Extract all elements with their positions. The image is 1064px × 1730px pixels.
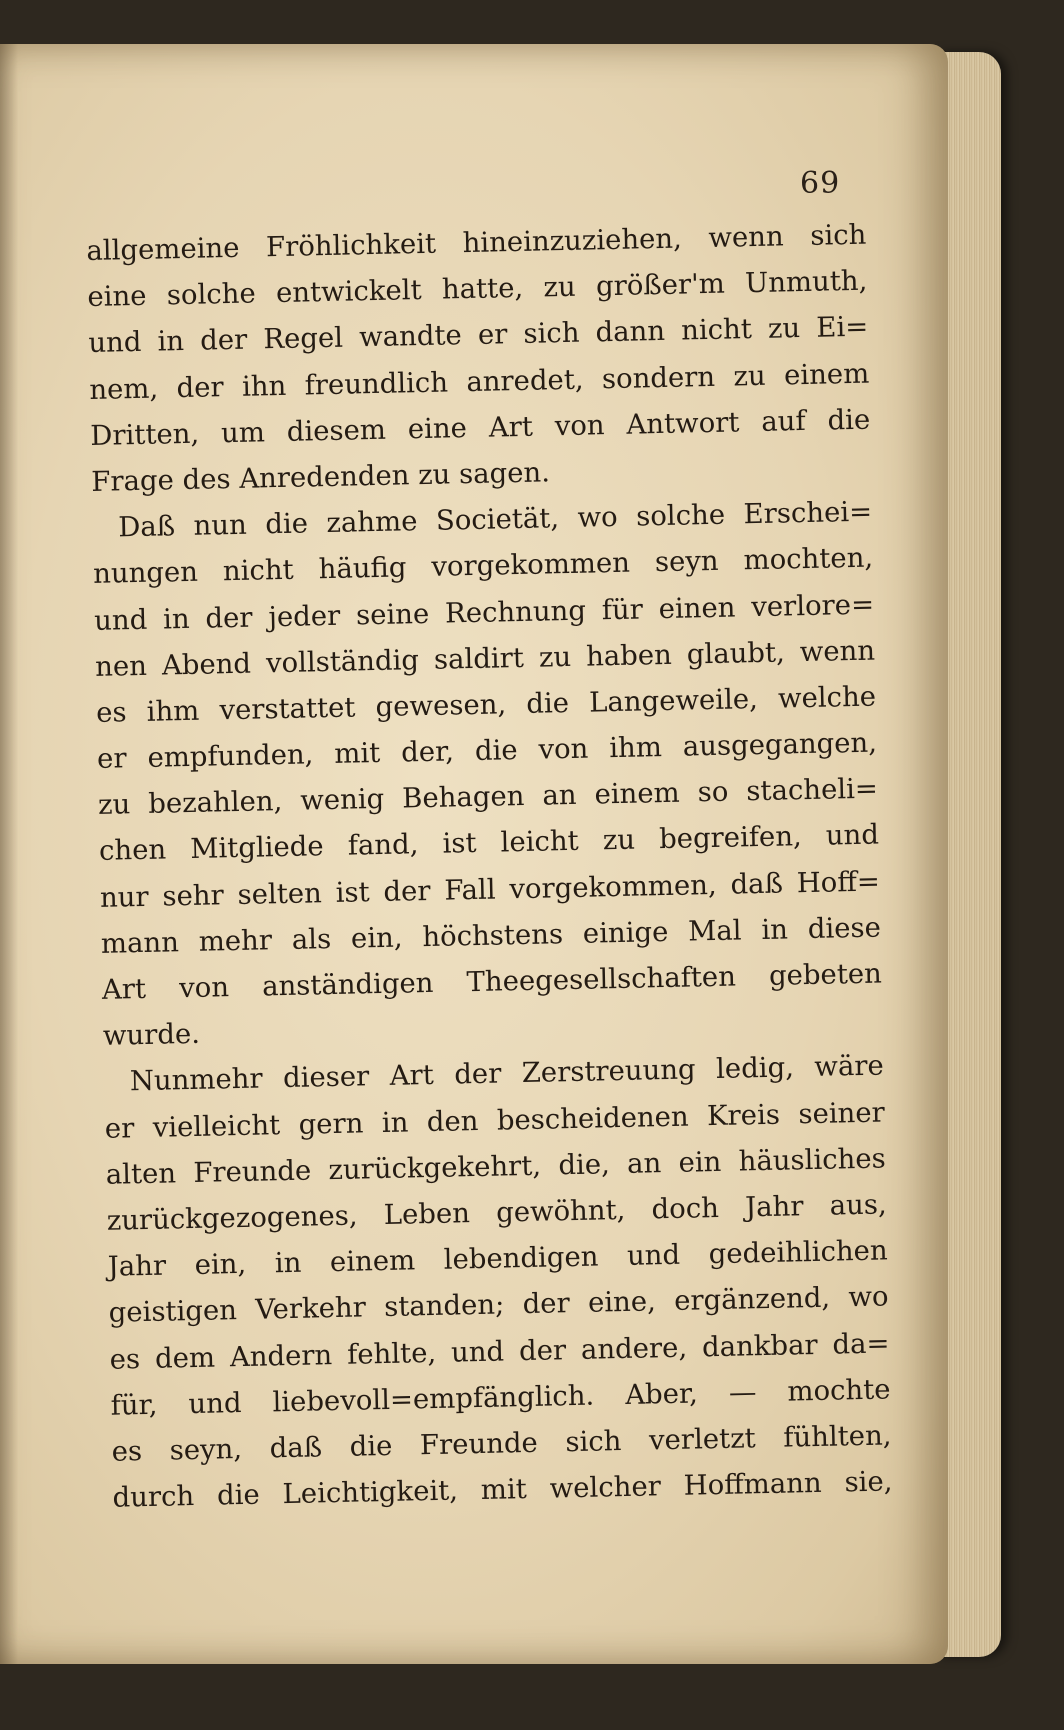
text-line: für, und liebevoll=empfänglich. Aber, — mochte xyxy=(110,1373,891,1422)
text-line: es seyn, daß die Freunde sich verletzt fühlten, xyxy=(111,1419,892,1468)
text-line: alten Freunde zurückgekehrt, die, an ein häusliches xyxy=(105,1142,886,1191)
text-line: mann mehr als ein, höchstens einige Mal in diese xyxy=(100,911,882,960)
body-text xyxy=(86,212,893,1521)
text-line: nem, der ihn freundlich anredet, sondern zu einem xyxy=(89,357,870,406)
text-line: zurückgezogenes, Leben gewöhnt, doch Jahr aus, xyxy=(106,1188,887,1237)
text-line: und in der jeder seine Rechnung für einen verlore= xyxy=(93,588,875,637)
text-line: und in der Regel wandte er sich dann nicht zu Ei= xyxy=(88,311,869,360)
text-line: nungen nicht häufig vorgekommen seyn mochten, xyxy=(92,541,874,591)
text-line: er empfunden, mit der, die von ihm ausgegangen, xyxy=(96,726,878,775)
text-line: Jahr ein, in einem lebendigen und gedeihlichen xyxy=(107,1234,888,1283)
text-line: Daß nun die zahme Societät, wo solche Erschei= xyxy=(117,495,873,544)
text-line: Frage des Anredenden zu sagen. xyxy=(90,456,551,498)
text-line: eine solche entwickelt hatte, zu größer'm Unmuth, xyxy=(87,264,868,314)
text-line: wurde. xyxy=(102,1017,201,1053)
text-line: Nunmehr dieser Art der Zerstreuung ledig, wäre xyxy=(129,1049,885,1098)
text-line: Dritten, um diesem eine Art von Antwort auf die xyxy=(90,403,871,452)
text-line: nen Abend vollständig saldirt zu haben glaubt, wenn xyxy=(94,634,876,683)
text-line: nur sehr selten ist der Fall vorgekommen, daß Hoff= xyxy=(99,865,881,914)
text-line: durch die Leichtigkeit, mit welcher Hoffmann sie, xyxy=(112,1465,893,1514)
text-line: es ihm verstattet gewesen, die Langeweile, welche xyxy=(95,680,877,729)
text-line: chen Mitgliede fand, ist leicht zu begreifen, und xyxy=(98,818,880,868)
text-line: es dem Andern fehlte, und der andere, dankbar da= xyxy=(109,1326,890,1376)
text-line: zu bezahlen, wenig Behagen an einem so stacheli= xyxy=(97,772,879,822)
text-line: geistigen Verkehr standen; der eine, ergänzend, wo xyxy=(108,1280,889,1330)
text-line: Art von anständigen Theegesellschaften gebeten xyxy=(101,957,883,1006)
text-line: er vielleicht gern in den bescheidenen Kreis seiner xyxy=(104,1096,886,1145)
text-line: allgemeine Fröhlichkeit hineinzuziehen, wenn sich xyxy=(86,218,867,267)
gutter-shadow xyxy=(0,44,18,1664)
page-number: 69 xyxy=(800,166,841,201)
